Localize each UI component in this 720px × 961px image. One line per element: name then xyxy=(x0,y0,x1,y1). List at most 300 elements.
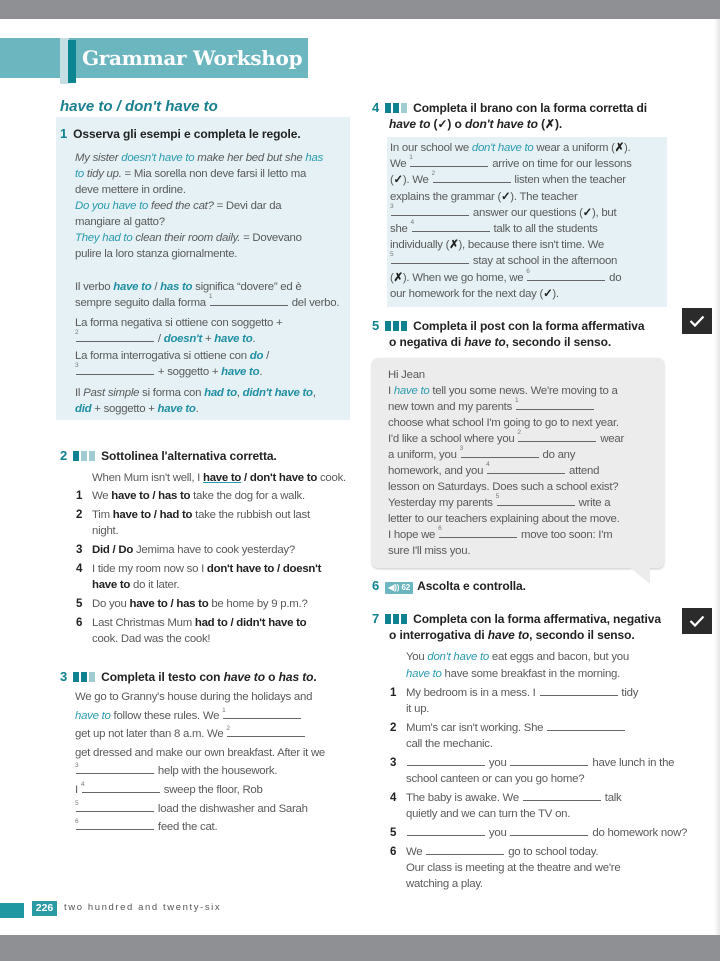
text-line xyxy=(75,246,323,262)
text: Last Christmas Mum xyxy=(92,617,195,629)
text: Yesterday my parents xyxy=(388,497,496,509)
text: ). We xyxy=(402,174,432,187)
text: We go to Granny's house during the holidays and xyxy=(75,691,313,703)
text: = Dovevano xyxy=(240,232,302,244)
blank-number: 1 xyxy=(409,154,413,162)
text: Sottolinea l'alternativa corretta. xyxy=(101,449,277,463)
exercise-title xyxy=(372,627,661,644)
text-line xyxy=(390,140,632,156)
answer-blank[interactable] xyxy=(76,801,154,812)
item-number: 3 xyxy=(76,544,83,556)
text: / xyxy=(155,333,164,345)
blank-number: 2 xyxy=(517,429,521,436)
highlighted-text: don't have to xyxy=(471,142,534,154)
item-number: 5 xyxy=(76,598,83,610)
text: watching a play. xyxy=(406,878,483,890)
text: Il xyxy=(75,387,84,399)
answer-blank[interactable] xyxy=(390,202,469,216)
text-line xyxy=(406,790,687,806)
check-answers-button[interactable] xyxy=(682,608,712,634)
bold-text: have to xyxy=(92,579,131,591)
text: My bedroom is in a mess. I xyxy=(406,687,539,699)
italic-text: Past simple xyxy=(83,387,140,399)
blank-number: 2 xyxy=(75,329,79,336)
text: letter to our teachers explaining about the move. xyxy=(388,513,620,525)
text: . xyxy=(252,333,256,345)
exercise-7-example xyxy=(406,649,629,683)
difficulty-square-icon xyxy=(73,451,79,461)
audio-track-number: 62 xyxy=(401,583,411,592)
answer-blank[interactable] xyxy=(461,447,539,458)
item-number: 6 xyxy=(76,617,83,629)
answer-blank[interactable] xyxy=(510,755,588,766)
item-number: 2 xyxy=(76,509,83,521)
text-line xyxy=(75,182,323,198)
text: answer our questions ( xyxy=(470,206,583,219)
exercise-title xyxy=(372,116,647,133)
list-item xyxy=(76,615,321,647)
blank-number: 3 xyxy=(75,362,79,369)
text: Completa con la forma affermativa, negativa xyxy=(413,612,661,626)
highlighted-keyword: did xyxy=(75,403,92,415)
text: mangiare al gatto? xyxy=(75,216,165,228)
answer-blank[interactable] xyxy=(497,495,575,506)
text-line xyxy=(75,707,325,726)
text: cook. xyxy=(317,472,346,484)
text: + soggetto + xyxy=(91,403,158,415)
exercise-title xyxy=(413,319,644,333)
blank-number: 6 xyxy=(438,525,442,532)
difficulty-square-icon xyxy=(73,672,79,682)
text: take the rubbish out last xyxy=(192,509,310,521)
list-item xyxy=(76,542,321,558)
text: get dressed and make our own breakfast. After it we xyxy=(75,746,326,759)
text: Osserva gli esempi e completa le regole. xyxy=(73,127,301,141)
answer-blank[interactable] xyxy=(439,527,517,538)
item-number: 1 xyxy=(390,687,397,699)
text-line xyxy=(92,542,321,558)
text: ). xyxy=(552,287,559,300)
text: ( xyxy=(390,271,394,284)
text: We xyxy=(390,158,410,171)
text: ( xyxy=(390,174,394,187)
blank-number: 3 xyxy=(390,202,394,210)
answer-blank[interactable] xyxy=(210,295,288,306)
top-bar xyxy=(0,0,720,19)
text: = Devi dar da xyxy=(213,200,282,212)
difficulty-square-icon xyxy=(81,672,87,682)
answer-blank[interactable] xyxy=(516,399,594,410)
answer-blank[interactable] xyxy=(76,331,154,342)
answer-blank[interactable] xyxy=(227,726,305,737)
item-number: 6 xyxy=(390,846,397,858)
text: ). When we go home, we xyxy=(402,271,527,284)
text-line xyxy=(75,198,323,214)
text-line xyxy=(406,736,687,752)
answer-blank[interactable] xyxy=(540,685,618,696)
text: Il verbo xyxy=(75,281,114,293)
item-number: 3 xyxy=(390,757,397,769)
exercise-1-rule xyxy=(75,385,316,417)
text-line xyxy=(388,527,624,543)
text: tell you some news. We're moving to a xyxy=(429,385,618,397)
text: cook. Dad was the cook! xyxy=(92,633,211,645)
text: + soggetto + xyxy=(155,366,222,378)
text-line xyxy=(390,156,632,172)
answer-blank[interactable] xyxy=(510,825,588,836)
answer-blank[interactable] xyxy=(223,708,301,719)
text: have some breakfast in the morning. xyxy=(441,668,621,680)
text-line xyxy=(388,447,624,463)
blank-number: 1 xyxy=(222,706,226,714)
exercise-title xyxy=(101,449,277,463)
answer-blank[interactable] xyxy=(433,172,511,183)
text: night. xyxy=(92,525,119,537)
exercise-4-header xyxy=(372,99,647,133)
text: In our school we xyxy=(390,142,472,154)
text-line xyxy=(390,267,632,286)
text: Hi Jean xyxy=(388,369,425,381)
text: Completa il brano con la forma corretta di xyxy=(413,101,647,115)
text: La forma interrogativa si ottiene con xyxy=(75,350,250,362)
text-line xyxy=(75,781,325,800)
highlighted-text: Do you have to xyxy=(75,200,149,212)
answer-blank[interactable] xyxy=(76,819,154,830)
answer-blank[interactable] xyxy=(523,790,601,801)
text: tidy xyxy=(618,687,639,699)
bold-text: ✓ xyxy=(543,287,553,300)
text: sure I'll miss you. xyxy=(388,545,471,557)
text: . xyxy=(259,366,263,378)
highlighted-text: have to xyxy=(406,668,442,680)
exercise-number: 2 xyxy=(60,448,68,463)
text-line xyxy=(388,511,624,527)
text: help with the housework. xyxy=(155,765,278,778)
text-line xyxy=(406,806,687,822)
difficulty-indicator xyxy=(385,612,409,626)
italic-text: don't have to xyxy=(465,117,538,131)
blank-number: 5 xyxy=(390,251,394,259)
difficulty-square-icon xyxy=(81,451,87,461)
text: . xyxy=(313,670,317,684)
text-line xyxy=(75,744,325,763)
list-item xyxy=(390,825,687,841)
exercise-number: 4 xyxy=(372,100,380,115)
highlighted-keyword: have to xyxy=(221,366,260,378)
text: load the dishwasher and Sarah xyxy=(155,802,308,815)
footer-bar xyxy=(0,903,24,918)
list-item xyxy=(390,790,687,822)
text: stay at school in the afternoon xyxy=(470,255,618,268)
list-item xyxy=(76,507,321,539)
text: I xyxy=(388,385,394,397)
answer-blank[interactable] xyxy=(82,782,160,793)
text-line xyxy=(92,631,321,647)
exercise-5-post xyxy=(388,367,624,559)
difficulty-square-icon xyxy=(385,103,391,113)
exercise-1-rule xyxy=(75,279,339,311)
text-line xyxy=(75,364,269,380)
italic-text: tidy up. xyxy=(84,168,122,180)
text: ), but xyxy=(591,206,617,219)
text: I'd like a school where you xyxy=(388,433,518,445)
text: get up not later than 8 a.m. We xyxy=(75,728,227,741)
text-line xyxy=(390,172,632,188)
highlighted-text: have to xyxy=(75,709,111,722)
exercise-title xyxy=(413,101,647,115)
text-line xyxy=(75,315,282,331)
text: deve mettere in ordine. xyxy=(75,184,186,196)
difficulty-indicator xyxy=(385,101,409,115)
exercise-number: 5 xyxy=(372,318,380,333)
text-line xyxy=(406,720,687,736)
audio-play-button[interactable] xyxy=(385,582,413,594)
text-line xyxy=(406,701,687,717)
list-item xyxy=(390,685,687,717)
italic-text: have to xyxy=(464,335,506,349)
exercise-2-example xyxy=(92,470,346,486)
text: When Mum isn't well, I xyxy=(92,472,203,484)
highlighted-keyword: do xyxy=(249,350,264,362)
text: . xyxy=(195,403,199,415)
text: do xyxy=(606,271,622,284)
text: write a xyxy=(575,497,611,509)
italic-text: make her bed but she xyxy=(194,152,306,164)
difficulty-square-icon xyxy=(393,321,399,331)
text: attend xyxy=(566,465,600,477)
text: do it later. xyxy=(130,579,180,591)
exercise-title xyxy=(413,612,661,626)
text-line xyxy=(388,543,624,559)
blank-number: 3 xyxy=(459,445,463,452)
item-number: 1 xyxy=(76,490,83,502)
text-line xyxy=(92,488,321,504)
text: , xyxy=(312,387,316,399)
text-line xyxy=(92,470,346,486)
item-number: 4 xyxy=(390,792,397,804)
text: / xyxy=(151,281,161,293)
text: go to school today. xyxy=(505,846,599,858)
highlighted-text: don't have to xyxy=(427,651,490,663)
highlighted-keyword: didn't have to xyxy=(242,387,313,399)
answer-blank[interactable] xyxy=(426,844,504,855)
highlighted-keyword: have to xyxy=(113,281,152,293)
bold-text: don't have to / doesn't xyxy=(206,563,322,575)
list-item xyxy=(390,720,687,752)
text: quietly and we can turn the TV on. xyxy=(406,808,571,820)
exercise-1-examples xyxy=(75,150,323,262)
text: it up. xyxy=(406,703,430,715)
text: We xyxy=(406,846,426,858)
text: (✓) o xyxy=(430,117,465,131)
text-line xyxy=(75,688,325,707)
text: arrive on time for our lessons xyxy=(489,158,632,171)
text: I xyxy=(75,783,81,796)
text: significa “dovere” ed è xyxy=(192,281,302,293)
text: La forma negativa si ottiene con soggetto + xyxy=(75,317,283,329)
exercise-4-text xyxy=(390,140,632,302)
difficulty-square-icon xyxy=(89,451,95,461)
exercise-1-rule xyxy=(75,348,269,380)
text: choose what school I'm going to go to next year. xyxy=(388,417,619,429)
text-line xyxy=(75,230,323,246)
italic-text: feed the cat? xyxy=(148,200,214,212)
text: = Mia sorella non deve farsi il letto ma xyxy=(121,168,307,180)
text: The baby is awake. We xyxy=(406,792,522,804)
text-line xyxy=(75,401,316,417)
page-number-words: two hundred and twenty-six xyxy=(64,902,222,913)
text: school canteen or can you go home? xyxy=(406,773,585,785)
text: do homework now? xyxy=(589,827,688,839)
text: talk xyxy=(601,792,622,804)
underlined-answer: have to xyxy=(203,472,242,484)
text-line xyxy=(406,844,687,860)
bottom-bar xyxy=(0,935,720,961)
text: wear a uniform ( xyxy=(533,142,615,154)
text: sweep the floor, Rob xyxy=(160,783,263,796)
text-line xyxy=(390,218,632,237)
answer-blank[interactable] xyxy=(410,156,488,167)
answer-blank[interactable] xyxy=(407,825,485,836)
highlighted-keyword: have to xyxy=(157,403,196,415)
bold-text: have to / has to xyxy=(111,490,191,502)
blank-number: 2 xyxy=(226,725,230,733)
italic-text: have to xyxy=(223,670,265,684)
text: wear xyxy=(597,433,625,445)
blank-number: 5 xyxy=(495,493,500,500)
text-line xyxy=(390,253,632,269)
text-line xyxy=(92,577,321,593)
blank-number: 1 xyxy=(514,397,519,404)
text-line xyxy=(388,399,624,415)
text: , secondo il senso. xyxy=(529,628,635,642)
text-line xyxy=(75,279,339,295)
speaker-icon: ◀)) xyxy=(388,583,402,592)
text-line xyxy=(390,202,632,221)
blank-number: 4 xyxy=(410,218,414,226)
page-edge xyxy=(714,19,720,935)
answer-blank[interactable] xyxy=(518,431,596,442)
answer-blank[interactable] xyxy=(76,364,154,375)
italic-text: have to xyxy=(389,117,431,131)
answer-blank[interactable] xyxy=(407,755,485,766)
text-line xyxy=(75,331,282,347)
highlighted-text: They had to xyxy=(75,232,133,244)
text: move too soon: I'm xyxy=(518,529,613,541)
text-line xyxy=(75,150,323,166)
text: Jemima have to cook yesterday? xyxy=(133,544,295,556)
text-line xyxy=(388,495,624,511)
answer-blank[interactable] xyxy=(526,267,605,281)
text: follow these rules. We xyxy=(110,709,223,722)
exercise-number: 1 xyxy=(60,126,68,141)
text: take the dog for a walk. xyxy=(190,490,305,502)
blank-number: 5 xyxy=(75,799,79,807)
text: sempre seguito dalla forma xyxy=(75,297,209,309)
text-line xyxy=(390,237,632,253)
item-number: 2 xyxy=(390,722,397,734)
highlighted-text: has xyxy=(305,152,324,164)
text: be home by 9 p.m.? xyxy=(208,598,308,610)
check-answers-button[interactable] xyxy=(682,308,712,334)
difficulty-indicator xyxy=(385,319,409,333)
exercise-title xyxy=(101,670,316,684)
text: si forma con xyxy=(139,387,205,399)
text: feed the cat. xyxy=(155,821,218,834)
bold-text: ✓ xyxy=(393,174,403,187)
text: o xyxy=(264,670,279,684)
text: have lunch in the xyxy=(589,757,675,769)
bubble-tail xyxy=(628,566,650,584)
text: We xyxy=(92,490,112,502)
difficulty-square-icon xyxy=(401,614,407,624)
answer-blank[interactable] xyxy=(487,463,565,474)
text: o interrogativa di xyxy=(389,628,488,642)
exercise-7-header xyxy=(372,610,661,644)
text: + xyxy=(202,333,215,345)
answer-blank[interactable] xyxy=(76,763,154,774)
highlighted-keyword: has to xyxy=(160,281,193,293)
text-line xyxy=(75,385,316,401)
text: , xyxy=(236,387,243,399)
difficulty-indicator xyxy=(73,449,97,463)
highlighted-keyword: had to xyxy=(204,387,237,399)
text: , secondo il senso. xyxy=(505,335,612,349)
text: individually ( xyxy=(390,239,450,252)
italic-text: has to xyxy=(278,670,314,684)
text-line xyxy=(406,825,687,841)
text-line xyxy=(388,463,624,479)
exercise-number: 6 xyxy=(372,578,380,593)
blank-number: 4 xyxy=(486,461,490,468)
highlighted-keyword: doesn't xyxy=(163,333,203,345)
highlighted-keyword: have to xyxy=(214,333,253,345)
blank-number: 6 xyxy=(526,267,530,275)
text: new town and my parents xyxy=(388,401,515,413)
difficulty-square-icon xyxy=(401,103,407,113)
text-line xyxy=(92,507,321,523)
highlighted-text: to xyxy=(75,168,84,180)
text-line xyxy=(406,876,687,892)
answer-blank[interactable] xyxy=(410,218,490,232)
answer-blank[interactable] xyxy=(547,720,625,731)
exercise-title xyxy=(372,334,644,351)
blank-number: 3 xyxy=(75,762,79,770)
bold-text: ✓ xyxy=(582,206,592,219)
text: ), because there isn't time. We xyxy=(458,239,605,252)
exercise-6-header xyxy=(372,577,526,594)
text: eat eggs and bacon, but you xyxy=(489,651,629,663)
list-item xyxy=(76,596,321,612)
list-item xyxy=(76,561,321,593)
bold-text: ✗ xyxy=(393,271,403,284)
difficulty-square-icon xyxy=(393,103,399,113)
text-line xyxy=(75,166,323,182)
text-line xyxy=(406,755,687,771)
text-line xyxy=(390,286,632,302)
list-item xyxy=(76,488,321,504)
list-item xyxy=(390,755,687,787)
answer-blank[interactable] xyxy=(391,253,469,264)
text-line xyxy=(388,431,624,447)
text: a uniform, you xyxy=(388,449,460,461)
text-line xyxy=(390,189,632,205)
exercise-1-header xyxy=(60,125,301,142)
text: I hope we xyxy=(388,529,439,541)
text: pulire la loro stanza giornalmente. xyxy=(75,248,238,260)
text-line xyxy=(388,383,624,399)
bold-text: had to / didn't have to xyxy=(194,617,307,629)
